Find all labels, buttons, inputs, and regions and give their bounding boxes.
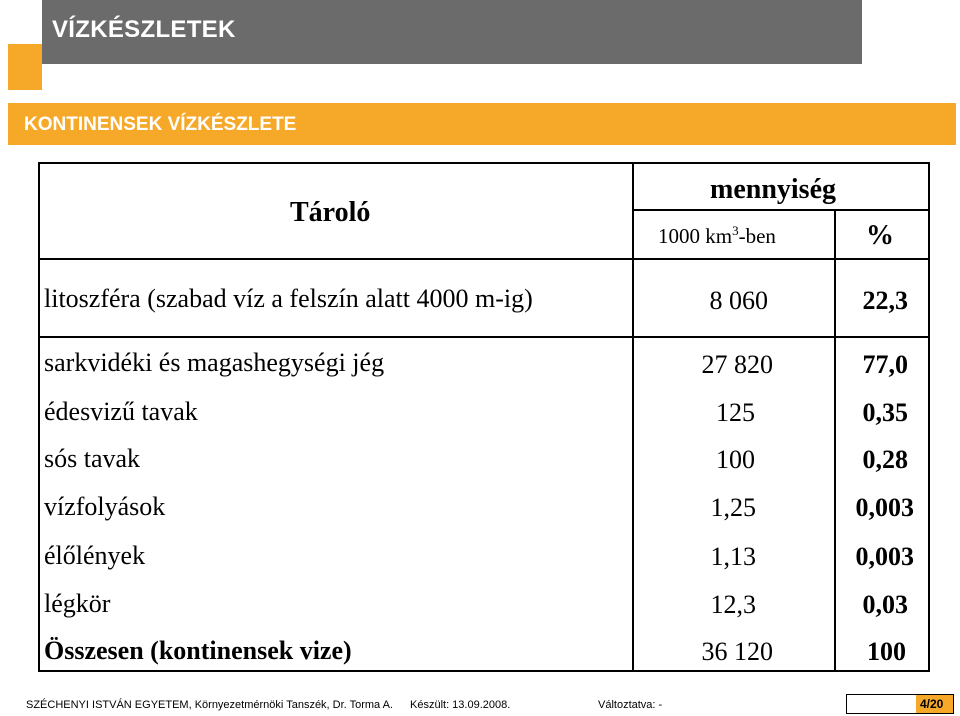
column-divider bbox=[632, 162, 634, 672]
row-name: sós tavak bbox=[44, 444, 141, 473]
row-name: édesvizű tavak bbox=[44, 397, 198, 426]
row-divider bbox=[38, 336, 930, 338]
row-amount: 125 bbox=[716, 398, 755, 427]
header-quantity: mennyiség bbox=[710, 174, 836, 205]
unit-suffix: -ben bbox=[738, 224, 776, 248]
row-amount: 1,13 bbox=[710, 542, 756, 571]
row-percent: 0,003 bbox=[855, 542, 914, 571]
unit-prefix: 1000 km bbox=[658, 224, 733, 248]
row-percent: 0,03 bbox=[862, 590, 908, 619]
row-name: légkör bbox=[44, 589, 111, 618]
footer-institution: SZÉCHENYI ISTVÁN EGYETEM, Környezetmérnöki Tanszék, Dr. Torma A. bbox=[26, 699, 393, 711]
row-percent: 22,3 bbox=[862, 286, 908, 315]
total-amount: 36 120 bbox=[701, 637, 773, 666]
row-amount: 1,25 bbox=[710, 493, 756, 522]
header-unit bbox=[658, 224, 776, 247]
header-percent: % bbox=[866, 220, 894, 251]
page-title: VÍZKÉSZLETEK bbox=[52, 16, 236, 43]
column-divider bbox=[834, 209, 836, 672]
row-percent: 0,28 bbox=[862, 445, 908, 474]
row-percent: 0,35 bbox=[862, 398, 908, 427]
row-amount: 27 820 bbox=[701, 350, 773, 379]
footer-modified: Változtatva: - bbox=[598, 699, 663, 711]
row-name: sarkvidéki és magashegységi jég bbox=[44, 348, 385, 377]
row-divider bbox=[38, 258, 930, 260]
footer-created: Készült: 13.09.2008. bbox=[410, 699, 511, 711]
unit-superscript: 3 bbox=[732, 223, 739, 238]
accent-square bbox=[8, 44, 42, 90]
row-divider bbox=[632, 209, 930, 211]
section-title: KONTINENSEK VÍZKÉSZLETE bbox=[24, 114, 297, 135]
row-percent: 77,0 bbox=[862, 350, 908, 379]
header-storage: Tároló bbox=[290, 197, 371, 228]
row-name: vízfolyások bbox=[44, 492, 166, 521]
total-percent: 100 bbox=[867, 637, 906, 666]
total-name: Összesen (kontinensek vize) bbox=[44, 636, 352, 665]
row-amount: 12,3 bbox=[710, 590, 756, 619]
row-name: litoszféra (szabad víz a felszín alatt 4000 m-ig) bbox=[44, 284, 533, 313]
page-number: 4/20 bbox=[920, 697, 944, 711]
row-amount: 100 bbox=[716, 445, 755, 474]
row-percent: 0,003 bbox=[855, 493, 914, 522]
row-amount: 8 060 bbox=[709, 286, 768, 315]
row-name: élőlények bbox=[44, 541, 146, 570]
